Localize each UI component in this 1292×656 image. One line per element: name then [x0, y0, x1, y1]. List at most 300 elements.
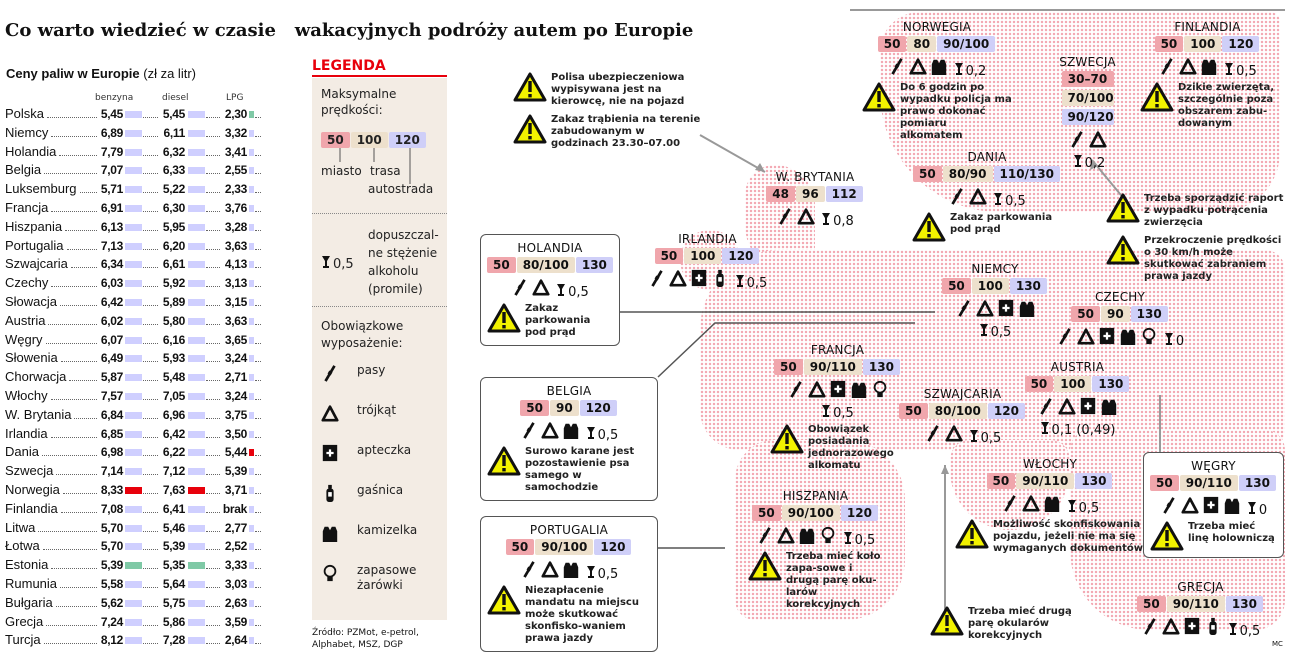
- trojkat-icon: [969, 186, 987, 209]
- fuel-bar-lpg: [249, 167, 254, 174]
- speed-highway: 130: [1131, 306, 1168, 322]
- speed-road: 96: [796, 186, 825, 202]
- speed-city: 50: [878, 36, 907, 52]
- fuel-row: [5, 200, 265, 218]
- legend-speed-boxes: [321, 132, 427, 148]
- equipment-icons: [1045, 326, 1195, 349]
- fuel-price-diesel: 6,96: [162, 407, 185, 422]
- fuel-price-benzyna: 6,85: [100, 426, 123, 441]
- fuel-row: [5, 275, 265, 293]
- country-czechy: [1045, 290, 1195, 349]
- fuel-bar-diesel: [188, 261, 205, 268]
- country-note: Trzeba mieć linę holowniczą: [1150, 521, 1277, 551]
- kamizelka-icon: [1100, 396, 1118, 419]
- country-name: GRECJA: [1177, 580, 1224, 594]
- fuel-country: Portugalia: [5, 237, 64, 253]
- fuel-bar-benzyna: [125, 562, 142, 569]
- speed-limits: [912, 166, 1062, 182]
- legend-panel: [312, 78, 447, 620]
- fuel-country: Chorwacja: [5, 369, 67, 385]
- fuel-bar-lpg: [249, 111, 254, 118]
- alcohol-glass-icon: [1164, 333, 1176, 349]
- speed-road: 90/110: [1167, 596, 1225, 612]
- fuel-bar-lpg: [249, 355, 254, 362]
- fuel-price-diesel: 7,05: [162, 389, 185, 403]
- fuel-price-diesel: 5,64: [162, 577, 185, 591]
- equipment-icons: [895, 423, 1030, 446]
- trojkat-icon: [1077, 326, 1095, 349]
- fuel-country: Włochy: [5, 388, 48, 403]
- column-header-benzyna: benzyna: [95, 93, 134, 103]
- country-hiszpania: [748, 489, 883, 611]
- fuel-prices-heading: Ceny paliw w Europie (zł za litr): [6, 66, 196, 81]
- speed-highway: 120: [722, 248, 759, 264]
- pasy-icon: [1001, 493, 1019, 516]
- fuel-row: [5, 444, 265, 462]
- speed-limits: [640, 248, 775, 264]
- fuel-country: Grecja: [5, 613, 44, 629]
- pasy-icon: [888, 56, 906, 79]
- equipment-icons: [748, 525, 883, 548]
- pasy-icon: [511, 277, 529, 300]
- speed-city: 50: [520, 400, 549, 416]
- country-niemcy: [935, 262, 1055, 340]
- alcohol-glass-icon: [586, 566, 598, 582]
- alcohol-limit: 0,2: [1073, 155, 1106, 171]
- equipment-icons: [955, 493, 1145, 516]
- fuel-price-lpg: 2,71: [224, 370, 247, 385]
- speed-city: 50: [1155, 36, 1184, 52]
- fuel-bar-lpg: [249, 393, 254, 400]
- country-note: Do 6 godzin po wypadku policja ma prawo dokonać pomiaru alkomatem: [862, 82, 1012, 142]
- alcohol-limit: 0,5: [843, 532, 876, 548]
- fuel-price-benzyna: 7,07: [100, 163, 123, 178]
- fuel-price-benzyna: 5,70: [100, 520, 123, 535]
- apteczka-icon: [1183, 616, 1201, 639]
- fuel-row: [5, 125, 265, 143]
- equipment-icons: [770, 379, 905, 421]
- fuel-price-benzyna: 7,14: [100, 464, 123, 479]
- fuel-price-lpg: 3,59: [224, 614, 247, 629]
- country-note: Zakaz parkowania pod prąd: [487, 303, 613, 339]
- speed-road: 90/110: [804, 359, 862, 375]
- fuel-bar-diesel: [188, 318, 205, 325]
- fuel-price-diesel: 6,42: [162, 426, 185, 441]
- fuel-bar-diesel: [188, 149, 205, 156]
- pasy-icon: [1068, 129, 1086, 152]
- trojkat-icon: [909, 56, 927, 79]
- legend-equipment-item: gaśnica: [321, 483, 437, 507]
- alcohol-limit: 0,5: [556, 284, 589, 300]
- country-note: Dzikie zwierzęta, szczególnie poza obszarem zabu-dowanym: [1140, 82, 1275, 130]
- fuel-bar-benzyna: [125, 111, 142, 118]
- legend-speed-city: 50: [321, 132, 350, 148]
- fuel-price-diesel: 5,95: [162, 219, 185, 234]
- legend-alcohol-value: 0,5: [333, 256, 354, 272]
- speed-limits: [760, 186, 870, 202]
- fuel-price-benzyna: 7,13: [100, 238, 123, 253]
- speed-highway: 130: [1092, 376, 1129, 392]
- fuel-bar-lpg: [249, 243, 254, 250]
- fuel-bar-diesel: [188, 449, 205, 456]
- speed-city: 48: [766, 186, 795, 202]
- fuel-bar-lpg: [249, 412, 254, 419]
- fuel-price-benzyna: 6,89: [100, 125, 123, 140]
- fuel-row: [5, 520, 265, 538]
- trojkat-icon: [976, 298, 994, 321]
- fuel-row: [5, 463, 265, 481]
- fuel-country: Polska: [5, 106, 45, 121]
- fuel-price-diesel: 5,46: [162, 520, 185, 535]
- fuel-row: [5, 369, 265, 387]
- fuel-price-lpg: 3,03: [224, 577, 247, 591]
- trojkat-icon: [321, 403, 339, 427]
- trojkat-icon: [777, 525, 795, 548]
- country-norwegia: [862, 20, 1012, 142]
- trojkat-icon: [1022, 493, 1040, 516]
- country-name: WĘGRY: [1191, 459, 1236, 473]
- fuel-price-benzyna: 5,39: [100, 558, 123, 573]
- speed-limits: [862, 36, 1012, 52]
- speed-city: 50: [752, 505, 781, 521]
- speed-highway: 120: [1222, 36, 1259, 52]
- country-grecja: [1133, 580, 1268, 639]
- apteczka-icon: [997, 298, 1015, 321]
- alcohol-glass-icon: [979, 324, 991, 340]
- warning-icon: [930, 606, 964, 636]
- fuel-bar-lpg: [249, 130, 254, 137]
- fuel-price-diesel: 5,39: [162, 539, 185, 554]
- alcohol-glass-icon: [1228, 623, 1240, 639]
- legend-equipment-item: kamizelka: [321, 523, 437, 547]
- fuel-price-lpg: 3,28: [224, 219, 247, 234]
- country-wbrytania: [760, 170, 870, 229]
- speed-road: 80/100: [929, 403, 987, 419]
- fuel-country: Węgry: [5, 331, 43, 347]
- fuel-country: Hiszpania: [5, 218, 63, 234]
- alcohol-limit: 0,5: [1228, 623, 1261, 639]
- fuel-bar-diesel: [188, 506, 205, 513]
- fuel-row: [5, 482, 265, 500]
- speed-city: 50: [1137, 596, 1166, 612]
- legend-equipment-item: trójkąt: [321, 403, 437, 427]
- trojkat-icon: [669, 268, 687, 291]
- fuel-price-diesel: 5,22: [162, 182, 185, 197]
- fuel-bar-benzyna: [125, 637, 142, 644]
- country-name: NORWEGIA: [902, 20, 972, 34]
- speed-limits: [935, 278, 1055, 294]
- fuel-country: Finlandia: [5, 500, 58, 516]
- fuel-bar-lpg: [249, 562, 254, 569]
- legend-equipment-item: pasy: [321, 363, 437, 387]
- pasy-icon: [1141, 616, 1159, 639]
- country-name: FINLANDIA: [1174, 20, 1241, 34]
- country-name: PORTUGALIA: [529, 523, 609, 537]
- fuel-bar-benzyna: [125, 412, 142, 419]
- alcohol-limit: 0: [1164, 333, 1184, 349]
- fuel-bar-lpg: [249, 318, 254, 325]
- speed-highway: 130: [1075, 473, 1112, 489]
- zarowki-icon: [819, 525, 837, 548]
- fuel-bar-lpg: [249, 149, 254, 156]
- country-name: CZECHY: [1094, 290, 1146, 304]
- pasy-icon: [1158, 56, 1176, 79]
- speed-limits: [770, 359, 905, 375]
- fuel-country: Irlandia: [5, 425, 48, 441]
- speed-city: 50: [913, 166, 942, 182]
- speed-road: 80/90: [943, 166, 993, 182]
- speed-road: 90/110: [1016, 473, 1074, 489]
- fuel-price-diesel: 6,11: [163, 125, 185, 140]
- warning-icon: [487, 446, 521, 476]
- fuel-country: Bułgaria: [5, 594, 53, 610]
- fuel-price-diesel: 6,33: [162, 163, 185, 178]
- pasy-icon: [1037, 396, 1055, 419]
- country-note: Surowo karane jest pozostawienie psa samego w samochodzie: [487, 446, 651, 494]
- fuel-country: Luksemburg: [5, 181, 77, 197]
- fuel-bar-diesel: [188, 374, 205, 381]
- fuel-row: [5, 350, 265, 368]
- speed-city: 50: [1150, 475, 1179, 491]
- country-portugalia: [480, 516, 658, 652]
- fuel-price-benzyna: 6,34: [100, 257, 123, 272]
- fuel-bar-benzyna: [125, 149, 142, 156]
- fuel-row: [5, 106, 265, 124]
- fuel-country: Dania: [5, 444, 39, 460]
- country-note: Zakaz parkowania pod prąd: [912, 212, 1062, 242]
- fuel-bar-lpg: [249, 543, 254, 550]
- alcohol-limit: 0,5: [993, 193, 1026, 209]
- fuel-row: [5, 162, 265, 180]
- fuel-price-lpg: 3,65: [224, 332, 247, 347]
- kamizelka-icon: [1223, 495, 1241, 518]
- trojkat-icon: [1058, 396, 1076, 419]
- speed-highway: 120: [594, 539, 631, 555]
- warning-icon: [513, 72, 547, 102]
- fuel-price-diesel: 6,32: [162, 144, 185, 159]
- trojkat-icon: [945, 423, 963, 446]
- fuel-price-diesel: 7,63: [162, 483, 185, 497]
- fuel-bar-benzyna: [125, 205, 142, 212]
- trojkat-icon: [1162, 616, 1180, 639]
- trojkat-icon: [1089, 129, 1107, 152]
- country-note: Możliwość skonfiskowania pojazdu, jeżeli nie ma się wymaganych dokumentów: [955, 519, 1145, 555]
- fuel-bar-benzyna: [125, 619, 142, 626]
- speed-road: 90/100: [535, 539, 593, 555]
- pasy-icon: [1160, 495, 1178, 518]
- pasy-icon: [955, 298, 973, 321]
- kamizelka-icon: [1119, 326, 1137, 349]
- fuel-bar-diesel: [188, 167, 205, 174]
- alcohol-limit: 0,5: [586, 566, 619, 582]
- fuel-price-lpg: brak: [222, 501, 247, 516]
- speed-highway: 112: [826, 186, 863, 202]
- fuel-bar-diesel: [188, 468, 205, 475]
- fuel-price-diesel: 5,92: [162, 276, 185, 291]
- alcohol-glass-icon: [954, 63, 966, 79]
- fuel-country: Niemcy: [5, 124, 49, 140]
- fuel-price-lpg: 3,13: [224, 276, 247, 291]
- alcohol-glass-icon: [1224, 63, 1236, 79]
- fuel-price-lpg: 3,75: [224, 407, 247, 422]
- fuel-bar-diesel: [188, 224, 205, 231]
- fuel-bar-lpg: [249, 600, 254, 607]
- fuel-bar-diesel: [188, 299, 205, 306]
- gasnica-icon: [711, 268, 729, 291]
- fuel-country: Norwegia: [5, 482, 60, 497]
- equipment-icons: [935, 298, 1055, 340]
- fuel-row: [5, 294, 265, 312]
- apteczka-icon: [1079, 396, 1097, 419]
- alcohol-glass-icon: [1247, 502, 1259, 518]
- fuel-price-diesel: 7,12: [162, 464, 185, 479]
- alcohol-limit: 0,5: [935, 324, 1055, 340]
- speed-highway: 110/130: [994, 166, 1060, 182]
- fuel-country: Słowenia: [5, 350, 58, 366]
- alcohol-limit: 0,2: [954, 63, 987, 79]
- kamizelka-icon: [798, 525, 816, 548]
- alcohol-glass-icon: [821, 213, 833, 229]
- fuel-price-lpg: 2,55: [224, 163, 247, 178]
- fuel-row: [5, 181, 265, 199]
- speed-road: 80: [907, 36, 936, 52]
- alcohol-glass-icon: [1067, 500, 1079, 516]
- fuel-price-lpg: 2,64: [224, 633, 247, 648]
- alcohol-glass-icon: [993, 193, 1005, 209]
- fuel-country: Słowacja: [5, 294, 58, 309]
- fuel-price-lpg: 3,32: [224, 125, 247, 140]
- kamizelka-icon: [1200, 56, 1218, 79]
- fuel-price-lpg: 3,24: [224, 389, 247, 403]
- fuel-bar-benzyna: [125, 449, 142, 456]
- fuel-bar-diesel: [188, 412, 205, 419]
- fuel-price-lpg: 2,33: [224, 182, 247, 197]
- speed-limits: [487, 257, 613, 273]
- fuel-row: [5, 557, 265, 575]
- fuel-price-benzyna: 5,62: [100, 595, 123, 610]
- fuel-bar-diesel: [188, 355, 205, 362]
- fuel-price-diesel: 5,80: [162, 313, 185, 328]
- fuel-bar-benzyna: [125, 581, 142, 588]
- country-name: SZWAJCARIA: [923, 387, 1002, 401]
- fuel-row: [5, 219, 265, 237]
- alcohol-glass-icon: [556, 284, 568, 300]
- fuel-bar-diesel: [188, 337, 205, 344]
- fuel-bar-benzyna: [125, 393, 142, 400]
- country-name: W. BRYTANIA: [775, 170, 855, 184]
- fuel-row: [5, 426, 265, 444]
- fuel-price-diesel: 5,75: [162, 595, 185, 610]
- speed-city: 30–70: [1062, 71, 1114, 87]
- country-name: NIEMCY: [971, 262, 1019, 276]
- speed-limits: [748, 505, 883, 521]
- fuel-price-diesel: 6,22: [162, 445, 185, 460]
- fuel-bar-diesel: [188, 186, 205, 193]
- fuel-bar-benzyna: [125, 468, 142, 475]
- fuel-price-diesel: 6,30: [162, 201, 185, 215]
- alcohol-limit: 0,5: [1224, 63, 1257, 79]
- page-title: Co warto wiedzieć w czasie wakacyjnych podróży autem po Europie: [5, 20, 694, 41]
- equipment-icons: [640, 268, 775, 291]
- fuel-bar-lpg: [249, 506, 254, 513]
- fuel-price-lpg: 3,71: [224, 483, 247, 497]
- speed-city: 50: [487, 257, 516, 273]
- equipment-icons: [487, 559, 651, 582]
- trojkat-icon: [797, 206, 815, 229]
- fuel-bar-benzyna: [125, 130, 142, 137]
- fuel-bar-benzyna: [125, 543, 142, 550]
- pasy-icon: [776, 206, 794, 229]
- fuel-country: Rumunia: [5, 576, 58, 591]
- speed-highway: 130: [1239, 475, 1276, 491]
- trojkat-icon: [1181, 495, 1199, 518]
- speed-highway: 130: [863, 359, 900, 375]
- pasy-icon: [924, 423, 942, 446]
- speed-limits: [1045, 306, 1195, 322]
- equipment-icons: [912, 186, 1062, 209]
- country-austria: [1015, 360, 1140, 438]
- apteczka-icon: [321, 443, 339, 467]
- column-header-lpg: LPG: [226, 93, 244, 103]
- pasy-icon: [756, 525, 774, 548]
- warning-icon: [487, 585, 521, 615]
- country-name: SZWECJA: [1059, 55, 1116, 69]
- fuel-price-benzyna: 6,07: [100, 332, 123, 347]
- pasy-icon: [648, 268, 666, 291]
- legend-alcohol-label: dopuszczal-ne stężenie alkoholu (promile): [368, 228, 439, 296]
- source-note: Źródło: PZMot, e-petrol, Alphabet, MSZ, DGP: [312, 628, 419, 650]
- pasy-icon: [1056, 326, 1074, 349]
- legend-rule: [312, 75, 447, 77]
- speed-limits: [1150, 475, 1277, 491]
- fuel-bar-lpg: [249, 186, 254, 193]
- fuel-country: Belgia: [5, 162, 42, 178]
- fuel-price-benzyna: 7,79: [100, 144, 123, 159]
- kamizelka-icon: [562, 420, 580, 443]
- fuel-country: W. Brytania: [5, 406, 72, 422]
- speed-city: 50: [506, 539, 535, 555]
- speed-highway: 120: [988, 403, 1025, 419]
- fuel-bar-diesel: [188, 130, 205, 137]
- fuel-row: [5, 538, 265, 556]
- legend-speed-road: 100: [351, 132, 388, 148]
- speed-city: 50: [899, 403, 928, 419]
- warning-icon: [955, 519, 989, 549]
- fuel-price-benzyna: 5,87: [100, 370, 123, 385]
- fuel-bar-lpg: [249, 374, 254, 381]
- fuel-price-benzyna: 6,03: [100, 276, 123, 291]
- kamizelka-icon: [1043, 493, 1061, 516]
- warning-icon: [1150, 521, 1184, 551]
- speed-highway: 120: [580, 400, 617, 416]
- equipment-icons: [1015, 396, 1140, 438]
- warning-icon: [770, 424, 804, 454]
- trojkat-icon: [541, 559, 559, 582]
- fuel-bar-diesel: [188, 543, 205, 550]
- zarowki-icon: [871, 379, 889, 402]
- trojkat-icon: [532, 277, 550, 300]
- fuel-bar-lpg: [249, 581, 254, 588]
- fuel-price-diesel: 5,35: [162, 558, 185, 573]
- fuel-price-lpg: 2,30: [224, 107, 247, 121]
- alcohol-glass-icon: [321, 256, 333, 272]
- speed-limits: [487, 539, 651, 555]
- fuel-price-diesel: 6,41: [162, 501, 185, 516]
- fuel-price-lpg: 2,63: [224, 595, 247, 610]
- fuel-country: Turcja: [5, 632, 41, 648]
- alcohol-limit: 0,8: [821, 213, 854, 229]
- kamizelka-icon: [850, 379, 868, 402]
